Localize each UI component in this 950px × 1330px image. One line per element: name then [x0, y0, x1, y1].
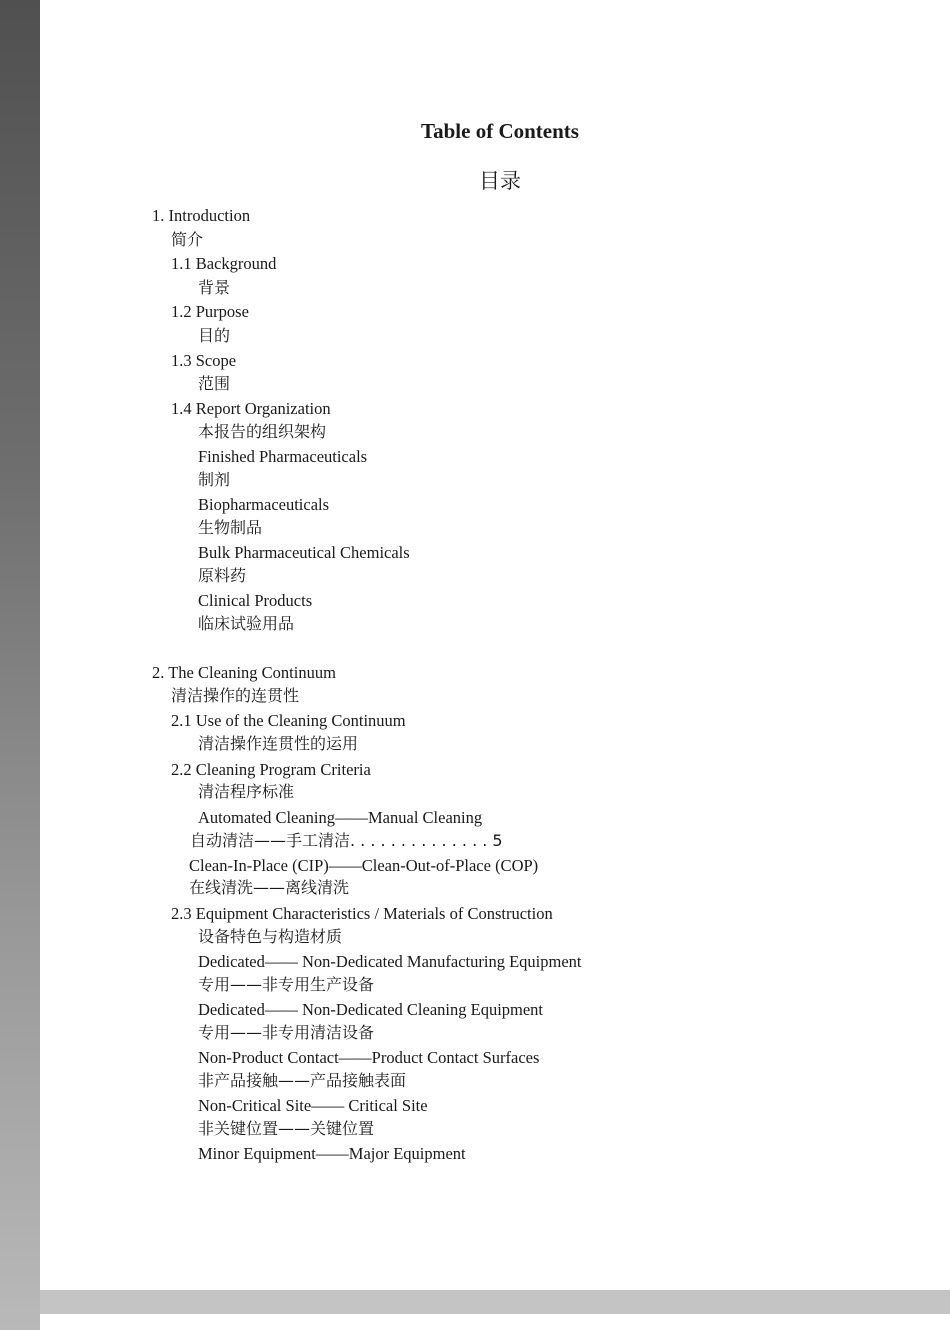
toc-subsection-2-1-cn: 清洁操作连贯性的运用 — [198, 734, 359, 753]
toc-item[interactable]: Non-Product Contact——Product Contact Surfaces — [198, 1048, 540, 1067]
toc-item[interactable]: Dedicated—— Non-Dedicated Manufacturing Equipment — [198, 952, 582, 971]
toc-subsection-1-2[interactable]: 1.2 Purpose — [171, 302, 249, 321]
toc-section-1[interactable]: 1. Introduction — [152, 206, 251, 225]
toc-section-2-cn: 清洁操作的连贯性 — [171, 686, 300, 705]
toc-item-cn: 生物制品 — [198, 518, 263, 537]
toc-item-cn: 制剂 — [198, 470, 231, 489]
toc-item[interactable]: Biopharmaceuticals — [198, 495, 330, 514]
page-subtitle: 目录 — [479, 169, 521, 193]
toc-subsection-1-2-cn: 目的 — [198, 326, 231, 345]
toc-item-cn: 在线清洗——离线清洗 — [189, 878, 350, 897]
toc-subsection-2-1[interactable]: 2.1 Use of the Cleaning Continuum — [171, 711, 406, 730]
toc-item-cn: 临床试验用品 — [198, 614, 295, 633]
left-edge-shadow — [0, 0, 40, 1330]
toc-subsection-1-4-cn: 本报告的组织架构 — [198, 422, 327, 441]
toc-item[interactable]: Finished Pharmaceuticals — [198, 447, 368, 466]
toc-item[interactable]: Clean-In-Place (CIP)——Clean-Out-of-Place (COP) — [189, 856, 539, 875]
toc-subsection-1-1[interactable]: 1.1 Background — [171, 254, 277, 273]
toc-subsection-2-2[interactable]: 2.2 Cleaning Program Criteria — [171, 760, 371, 779]
toc-subsection-1-4[interactable]: 1.4 Report Organization — [171, 399, 331, 418]
toc-item[interactable]: Minor Equipment——Major Equipment — [198, 1144, 466, 1163]
toc-item[interactable]: Bulk Pharmaceutical Chemicals — [198, 543, 410, 562]
toc-item-cn: 专用——非专用生产设备 — [198, 975, 375, 994]
toc-item-cn: 自动清洁——手工清洁. . . . . . . . . . . . . . 5 — [190, 831, 503, 850]
toc-section-1-cn: 简介 — [171, 230, 204, 249]
toc-item-cn: 非产品接触——产品接触表面 — [198, 1071, 407, 1090]
document-page — [40, 0, 950, 1290]
toc-subsection-1-3[interactable]: 1.3 Scope — [171, 351, 237, 370]
toc-item-cn: 非关键位置——关键位置 — [198, 1119, 375, 1138]
toc-section-2[interactable]: 2. The Cleaning Continuum — [152, 663, 336, 682]
toc-subsection-2-2-cn: 清洁程序标准 — [198, 782, 295, 801]
toc-item-cn: 原料药 — [198, 566, 247, 585]
toc-subsection-2-3-cn: 设备特色与构造材质 — [198, 927, 343, 946]
toc-subsection-1-3-cn: 范围 — [198, 374, 231, 393]
page-title: Table of Contents — [421, 119, 579, 143]
page-bottom-edge — [40, 1290, 950, 1314]
toc-subsection-2-3[interactable]: 2.3 Equipment Characteristics / Materials of Construction — [171, 904, 553, 923]
toc-item[interactable]: Dedicated—— Non-Dedicated Cleaning Equipment — [198, 1000, 544, 1019]
toc-subsection-1-1-cn: 背景 — [198, 278, 231, 297]
toc-item-cn: 专用——非专用清洁设备 — [198, 1023, 375, 1042]
toc-item[interactable]: Non-Critical Site—— Critical Site — [198, 1096, 428, 1115]
toc-item[interactable]: Clinical Products — [198, 591, 313, 610]
toc-item[interactable]: Automated Cleaning——Manual Cleaning — [198, 808, 483, 827]
